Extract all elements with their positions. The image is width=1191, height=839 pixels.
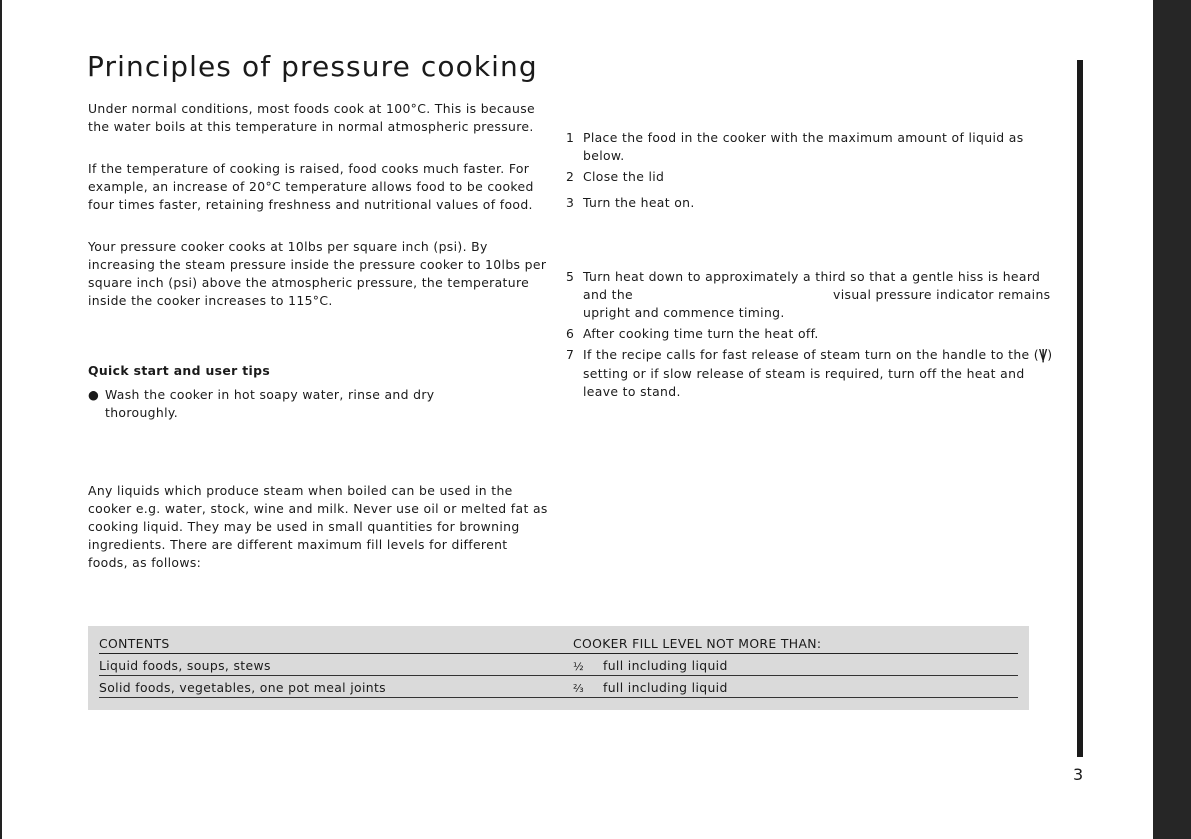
steam-icon: \|/ — [1039, 348, 1045, 363]
step-text: Close the lid — [583, 169, 665, 184]
tip-text: Wash the cooker in hot soapy water, rinse and dry thoroughly. — [105, 387, 435, 420]
step-number: 6 — [566, 326, 575, 341]
fill-level-table — [88, 626, 1029, 710]
bullet-icon: ● — [88, 387, 100, 402]
step-text-a: Turn heat down to approximately a third so that a gentle hiss is heard and the — [583, 269, 1041, 302]
step-text — [583, 268, 1056, 322]
step-text: Place the food in the cooker with the maximum amount of liquid as below. — [583, 130, 1024, 163]
step-1 — [566, 129, 1056, 165]
step-number: 5 — [566, 269, 575, 284]
tip-item — [88, 386, 508, 422]
step-5 — [566, 268, 1056, 322]
table-row — [99, 654, 1018, 676]
step-number: 2 — [566, 169, 575, 184]
step-text-b: ) setting or if slow release of steam is required, turn off the heat and leave to stand. — [583, 347, 1053, 399]
column-header-contents: CONTENTS — [99, 636, 170, 651]
page-number: 3 — [1073, 765, 1084, 784]
step-text — [583, 346, 1056, 401]
intro-paragraph-2: If the temperature of cooking is raised, food cooks much faster. For example, an increase of 20°C temperature allows food to be cooked four times faster, retaining freshness and nutritional values of food. — [88, 161, 534, 212]
step-number: 3 — [566, 195, 575, 210]
cell-fill-level — [573, 679, 728, 698]
step-text-a: If the recipe calls for fast release of steam turn on the handle to the ( — [583, 347, 1039, 362]
liquids-paragraph: Any liquids which produce steam when boiled can be used in the cooker e.g. water, stock, wine and milk. Never use oil or melted fat as cooking liquid. They may be used in small quantities for browning ingredients. There are different maximum fill levels for different foods, as follows: — [88, 483, 548, 570]
tips-heading: Quick start and user tips — [88, 363, 271, 378]
fill-text: full including liquid — [603, 658, 728, 673]
cell-fill-level — [573, 657, 728, 676]
step-number: 1 — [566, 130, 575, 145]
cell-contents: Liquid foods, soups, stews — [99, 658, 271, 673]
margin-rule — [1077, 60, 1083, 757]
cell-contents: Solid foods, vegetables, one pot meal joints — [99, 680, 386, 695]
step-text-b: visual pressure indicator remains upright and commence timing. — [583, 287, 1051, 320]
step-text: Turn the heat on. — [583, 195, 695, 210]
step-7 — [566, 346, 1056, 401]
intro-paragraph-3: Your pressure cooker cooks at 10lbs per square inch (psi). By increasing the steam pressure inside the pressure cooker to 10lbs per square inch (psi) above the atmospheric pressure, the temperature inside the cooker increases to 115°C. — [88, 239, 547, 308]
fill-text: full including liquid — [603, 680, 728, 695]
step-2 — [566, 168, 1056, 186]
side-band — [1153, 0, 1191, 839]
page-title: Principles of pressure cooking — [87, 50, 538, 83]
column-header-fill-level: COOKER FILL LEVEL NOT MORE THAN: — [573, 636, 822, 651]
table-header-row — [99, 632, 1018, 654]
step-text: After cooking time turn the heat off. — [583, 326, 819, 341]
table-row — [99, 676, 1018, 698]
fill-fraction: ½ — [573, 660, 585, 673]
step-6 — [566, 325, 1056, 343]
intro-paragraph-1: Under normal conditions, most foods cook at 100°C. This is because the water boils at this temperature in normal atmospheric pressure. — [88, 101, 535, 134]
step-3 — [566, 194, 1056, 212]
fill-fraction: ⅔ — [573, 682, 585, 695]
step-number: 7 — [566, 347, 575, 362]
